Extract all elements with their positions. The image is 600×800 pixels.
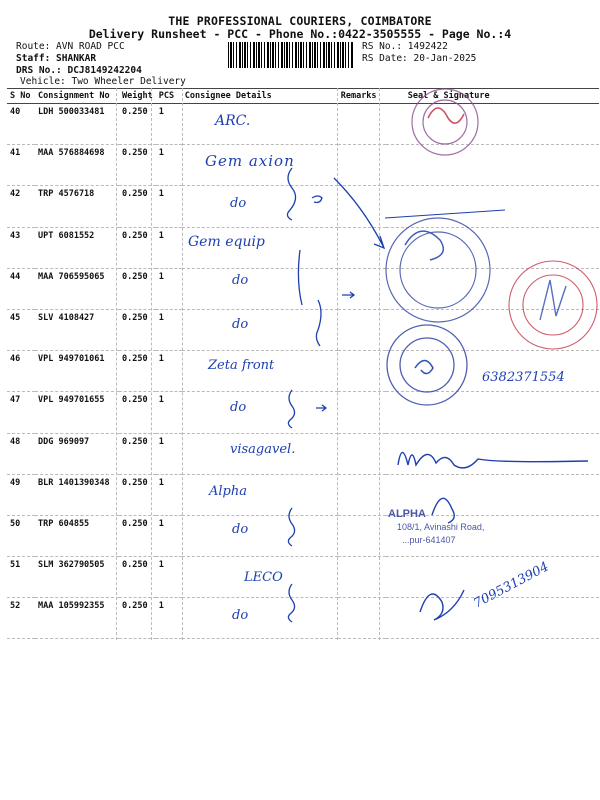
row-pcs: 1	[156, 309, 182, 350]
row-seal	[386, 104, 599, 145]
row-consignee	[182, 515, 338, 556]
row-weight: 0.250	[119, 351, 156, 392]
route-label: Route: AVN ROAD PCC	[16, 41, 125, 52]
row-sno: 40	[7, 104, 35, 145]
row-pcs: 1	[156, 557, 182, 598]
handwriting-visagavel: visagavel.	[230, 442, 296, 457]
row-weight: 0.250	[119, 474, 156, 515]
row-sno: 41	[7, 145, 35, 186]
stamp-alpha-address: ...pur-641407	[402, 535, 456, 545]
runsheet-subtitle: Delivery Runsheet - PCC - Phone No.:0422-3505555 - Page No.:4	[88, 27, 512, 41]
table-row	[7, 474, 599, 515]
row-weight: 0.250	[119, 598, 156, 639]
row-pcs: 1	[156, 598, 182, 639]
row-pcs: 1	[156, 227, 182, 268]
row-weight: 0.250	[119, 145, 156, 186]
row-pcs: 1	[156, 474, 182, 515]
handwriting-ditto: do	[230, 400, 247, 415]
row-pcs: 1	[156, 392, 182, 433]
row-sno: 42	[7, 186, 35, 227]
runsheet-table	[7, 88, 599, 639]
column-divider	[151, 88, 152, 640]
table-row	[7, 186, 599, 227]
row-consignment: SLM 362790505	[35, 557, 119, 598]
row-pcs: 1	[156, 433, 182, 474]
row-sno: 49	[7, 474, 35, 515]
col-pcs: PCS	[156, 89, 182, 104]
row-consignee	[182, 104, 338, 145]
drs-number: DRS No.: DCJ8149242204	[16, 65, 142, 76]
table-row	[7, 392, 599, 433]
handwriting-ditto: do	[232, 317, 249, 332]
row-consignee	[182, 268, 338, 309]
row-consignee	[182, 186, 338, 227]
table-row	[7, 268, 599, 309]
row-pcs: 1	[156, 351, 182, 392]
col-weight: Weight	[119, 89, 156, 104]
row-weight: 0.250	[119, 227, 156, 268]
table-row	[7, 145, 599, 186]
stamp-alpha-name: ALPHA	[388, 508, 426, 520]
row-weight: 0.250	[119, 104, 156, 145]
row-consignment: SLV 4108427	[35, 309, 119, 350]
table-row	[7, 227, 599, 268]
column-divider	[379, 88, 380, 640]
col-sno: S No	[7, 89, 35, 104]
vehicle-label: Vehicle: Two Wheeler Delivery	[20, 76, 186, 87]
row-consignee	[182, 598, 338, 639]
handwriting-ditto: do	[230, 196, 247, 211]
row-weight: 0.250	[119, 392, 156, 433]
row-pcs: 1	[156, 104, 182, 145]
row-seal	[386, 392, 599, 433]
col-seal-signature: Seal & Signature	[386, 89, 599, 104]
barcode-image	[228, 42, 353, 68]
row-sno: 51	[7, 557, 35, 598]
col-remarks: Remarks	[338, 89, 386, 104]
row-sno: 50	[7, 515, 35, 556]
row-consignee	[182, 309, 338, 350]
handwritten-phone: 7095313904	[471, 559, 552, 612]
handwriting-gem-axion: Gem axion	[205, 152, 295, 170]
col-consignment: Consignment No	[35, 89, 119, 104]
column-divider	[116, 88, 117, 640]
row-seal	[386, 433, 599, 474]
row-seal	[386, 145, 599, 186]
rs-date: RS Date: 20-Jan-2025	[362, 53, 477, 64]
row-weight: 0.250	[119, 186, 156, 227]
row-pcs: 1	[156, 268, 182, 309]
row-consignment: BLR 1401390348	[35, 474, 119, 515]
rs-number: RS No.: 1492422	[362, 41, 448, 52]
handwriting-ditto: do	[232, 522, 249, 537]
handwritten-phone: 6382371554	[482, 370, 565, 385]
row-consignee	[182, 474, 338, 515]
row-sno: 46	[7, 351, 35, 392]
row-weight: 0.250	[119, 433, 156, 474]
row-sno: 45	[7, 309, 35, 350]
row-weight: 0.250	[119, 557, 156, 598]
table-row	[7, 598, 599, 639]
row-consignment: DDG 969097	[35, 433, 119, 474]
stamp-alpha-address: 108/1, Avinashi Road,	[397, 522, 485, 532]
column-divider	[182, 88, 183, 640]
row-consignment: VPL 949701655	[35, 392, 119, 433]
row-weight: 0.250	[119, 515, 156, 556]
row-pcs: 1	[156, 186, 182, 227]
handwriting-ditto: do	[232, 608, 249, 623]
row-consignment: VPL 949701061	[35, 351, 119, 392]
row-weight: 0.250	[119, 268, 156, 309]
row-consignment: MAA 706595065	[35, 268, 119, 309]
row-sno: 47	[7, 392, 35, 433]
row-weight: 0.250	[119, 309, 156, 350]
handwriting-alpha: Alpha	[209, 484, 247, 499]
table-row	[7, 309, 599, 350]
row-seal	[386, 227, 599, 268]
row-seal	[386, 309, 599, 350]
row-sno: 44	[7, 268, 35, 309]
row-consignee	[182, 392, 338, 433]
handwriting-gem-equip: Gem equip	[188, 234, 265, 250]
row-consignment: TRP 604855	[35, 515, 119, 556]
handwriting-leco: LECO	[244, 570, 283, 585]
table-header-row	[7, 89, 599, 104]
col-consignee: Consignee Details	[182, 89, 338, 104]
table-row	[7, 515, 599, 556]
column-divider	[337, 88, 338, 640]
row-sno: 48	[7, 433, 35, 474]
row-sno: 43	[7, 227, 35, 268]
row-pcs: 1	[156, 145, 182, 186]
row-pcs: 1	[156, 515, 182, 556]
row-consignment: LDH 500033481	[35, 104, 119, 145]
row-consignment: MAA 576884698	[35, 145, 119, 186]
row-seal	[386, 268, 599, 309]
handwriting-zeta-front: Zeta front	[208, 358, 275, 373]
handwriting-ditto: do	[232, 273, 249, 288]
table-row	[7, 433, 599, 474]
row-sno: 52	[7, 598, 35, 639]
table-row	[7, 104, 599, 145]
handwriting-arc: ARC.	[215, 113, 251, 129]
row-consignment: UPT 6081552	[35, 227, 119, 268]
company-title: THE PROFESSIONAL COURIERS, COIMBATORE	[168, 14, 432, 28]
row-seal	[386, 186, 599, 227]
row-consignment: TRP 4576718	[35, 186, 119, 227]
staff-label: Staff: SHANKAR	[16, 53, 97, 64]
row-consignment: MAA 105992355	[35, 598, 119, 639]
